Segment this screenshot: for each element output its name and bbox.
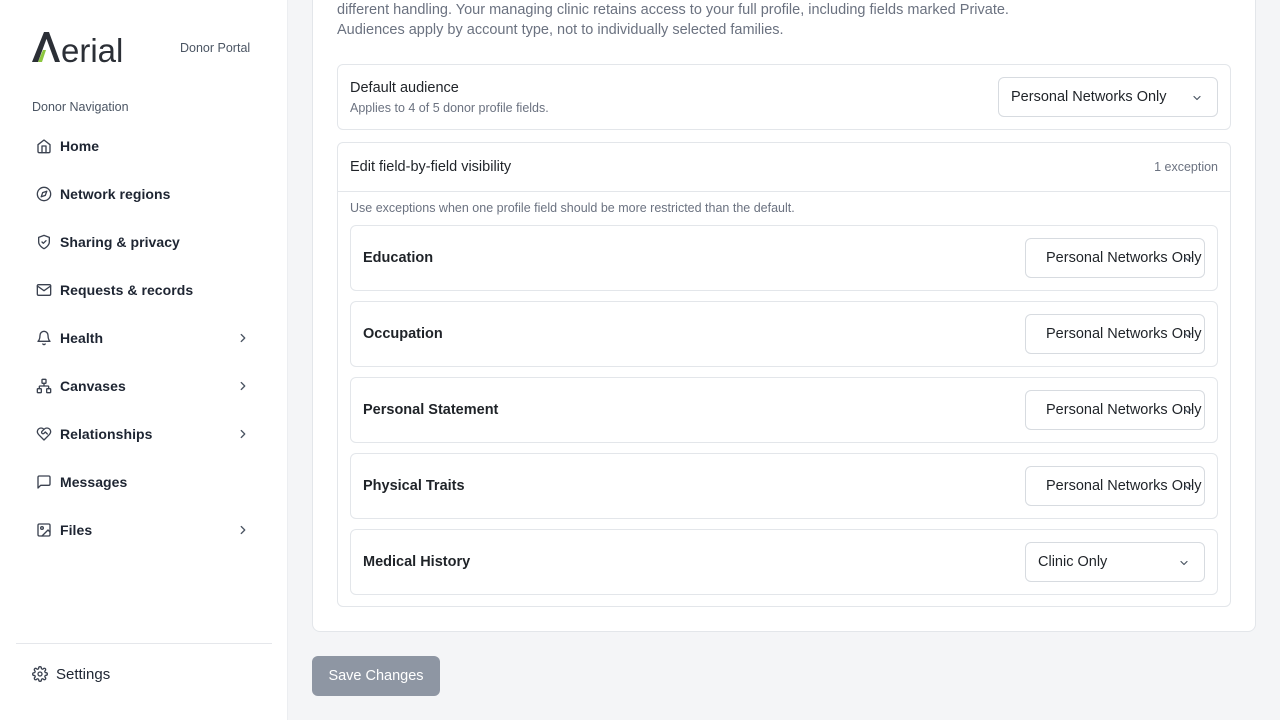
default-audience-select[interactable] [998,77,1218,117]
sidebar-item-label: Sharing & privacy [60,234,180,250]
intro-text: different handling. Your managing clinic retains access to your full profile, including fields marked Private. Audiences apply by account type, not to individually selected families. [337,2,1009,38]
field-row-education [350,225,1218,291]
field-name: Occupation [363,326,443,342]
chevron-down-icon [1178,557,1190,569]
field-row-medical-history [350,529,1218,595]
field-audience-select[interactable] [1025,542,1205,582]
sidebar-item-requests-records[interactable] [28,266,260,314]
settings-label: Settings [56,665,111,683]
field-name: Personal Statement [363,402,499,418]
sidebar-item-label: Canvases [60,378,126,394]
field-name: Physical Traits [363,478,465,494]
gear-icon [32,666,48,682]
bell-icon [36,330,52,346]
chevron-down-icon [1182,329,1194,341]
compass-icon [36,186,52,202]
select-value: Personal Networks Only [1011,89,1167,105]
chevron-down-icon [1182,405,1194,417]
sidebar-item-sharing-privacy[interactable] [28,218,260,266]
sidebar-item-label: Network regions [60,186,171,202]
chevron-right-icon[interactable] [236,523,250,537]
select-value: Personal Networks Only [1046,402,1202,418]
exception-count: 1 exception [1154,160,1218,174]
select-value: Personal Networks Only [1046,250,1202,266]
default-audience-title: Default audience [350,80,459,96]
sidebar-item-label: Requests & records [60,282,194,298]
field-audience-select[interactable] [1025,314,1205,354]
field-visibility-title: Edit field-by-field visibility [350,159,512,175]
select-value: Personal Networks Only [1046,478,1202,494]
chevron-right-icon[interactable] [236,379,250,393]
chevron-down-icon [1191,92,1203,104]
select-value: Personal Networks Only [1046,326,1202,342]
sidebar-item-health[interactable] [28,314,260,362]
sidebar-divider [16,643,272,644]
sidebar-item-label: Files [60,522,93,538]
shield-check-icon [36,234,52,250]
sidebar-item-label: Relationships [60,426,153,442]
field-row-personal-statement [350,377,1218,443]
heart-handshake-icon [36,426,52,442]
sidebar-item-settings[interactable] [32,660,110,688]
brand-logo[interactable] [32,30,134,69]
chevron-right-icon[interactable] [236,427,250,441]
sidebar-item-messages[interactable] [28,458,260,506]
network-icon [36,378,52,394]
field-audience-select[interactable] [1025,238,1205,278]
sidebar-item-label: Home [60,138,100,154]
sidebar-item-home[interactable] [28,122,260,170]
field-visibility-hint: Use exceptions when one profile field should be more restricted than the default. [350,201,795,215]
sidebar-nav [28,122,260,554]
chevron-down-icon [1182,481,1194,493]
sidebar-item-relationships[interactable] [28,410,260,458]
nav-heading: Donor Navigation [32,100,129,114]
image-icon [36,522,52,538]
save-changes-button[interactable]: Save Changes [312,656,440,696]
default-audience-panel [337,64,1231,130]
mail-icon [36,282,52,298]
field-visibility-panel [337,142,1231,607]
chevron-down-icon [1182,253,1194,265]
chevron-right-icon[interactable] [236,331,250,345]
sidebar-item-canvases[interactable] [28,362,260,410]
message-square-icon [36,474,52,490]
sidebar-item-network-regions[interactable] [28,170,260,218]
home-icon [36,138,52,154]
sidebar-item-label: Health [60,330,104,346]
field-row-occupation [350,301,1218,367]
portal-label: Donor Portal [180,41,251,55]
sidebar-item-files[interactable] [28,506,260,554]
default-audience-subtitle: Applies to 4 of 5 donor profile fields. [350,101,549,115]
field-name: Education [363,250,434,266]
svg-text:erial: erial [61,32,124,69]
field-audience-select[interactable] [1025,390,1205,430]
field-visibility-header[interactable] [338,143,1230,192]
select-value: Clinic Only [1038,554,1108,570]
sidebar-item-label: Messages [60,474,128,490]
field-audience-select[interactable] [1025,466,1205,506]
sidebar [0,0,288,720]
field-name: Medical History [363,554,471,570]
field-row-physical-traits [350,453,1218,519]
aerial-logo [32,30,134,69]
